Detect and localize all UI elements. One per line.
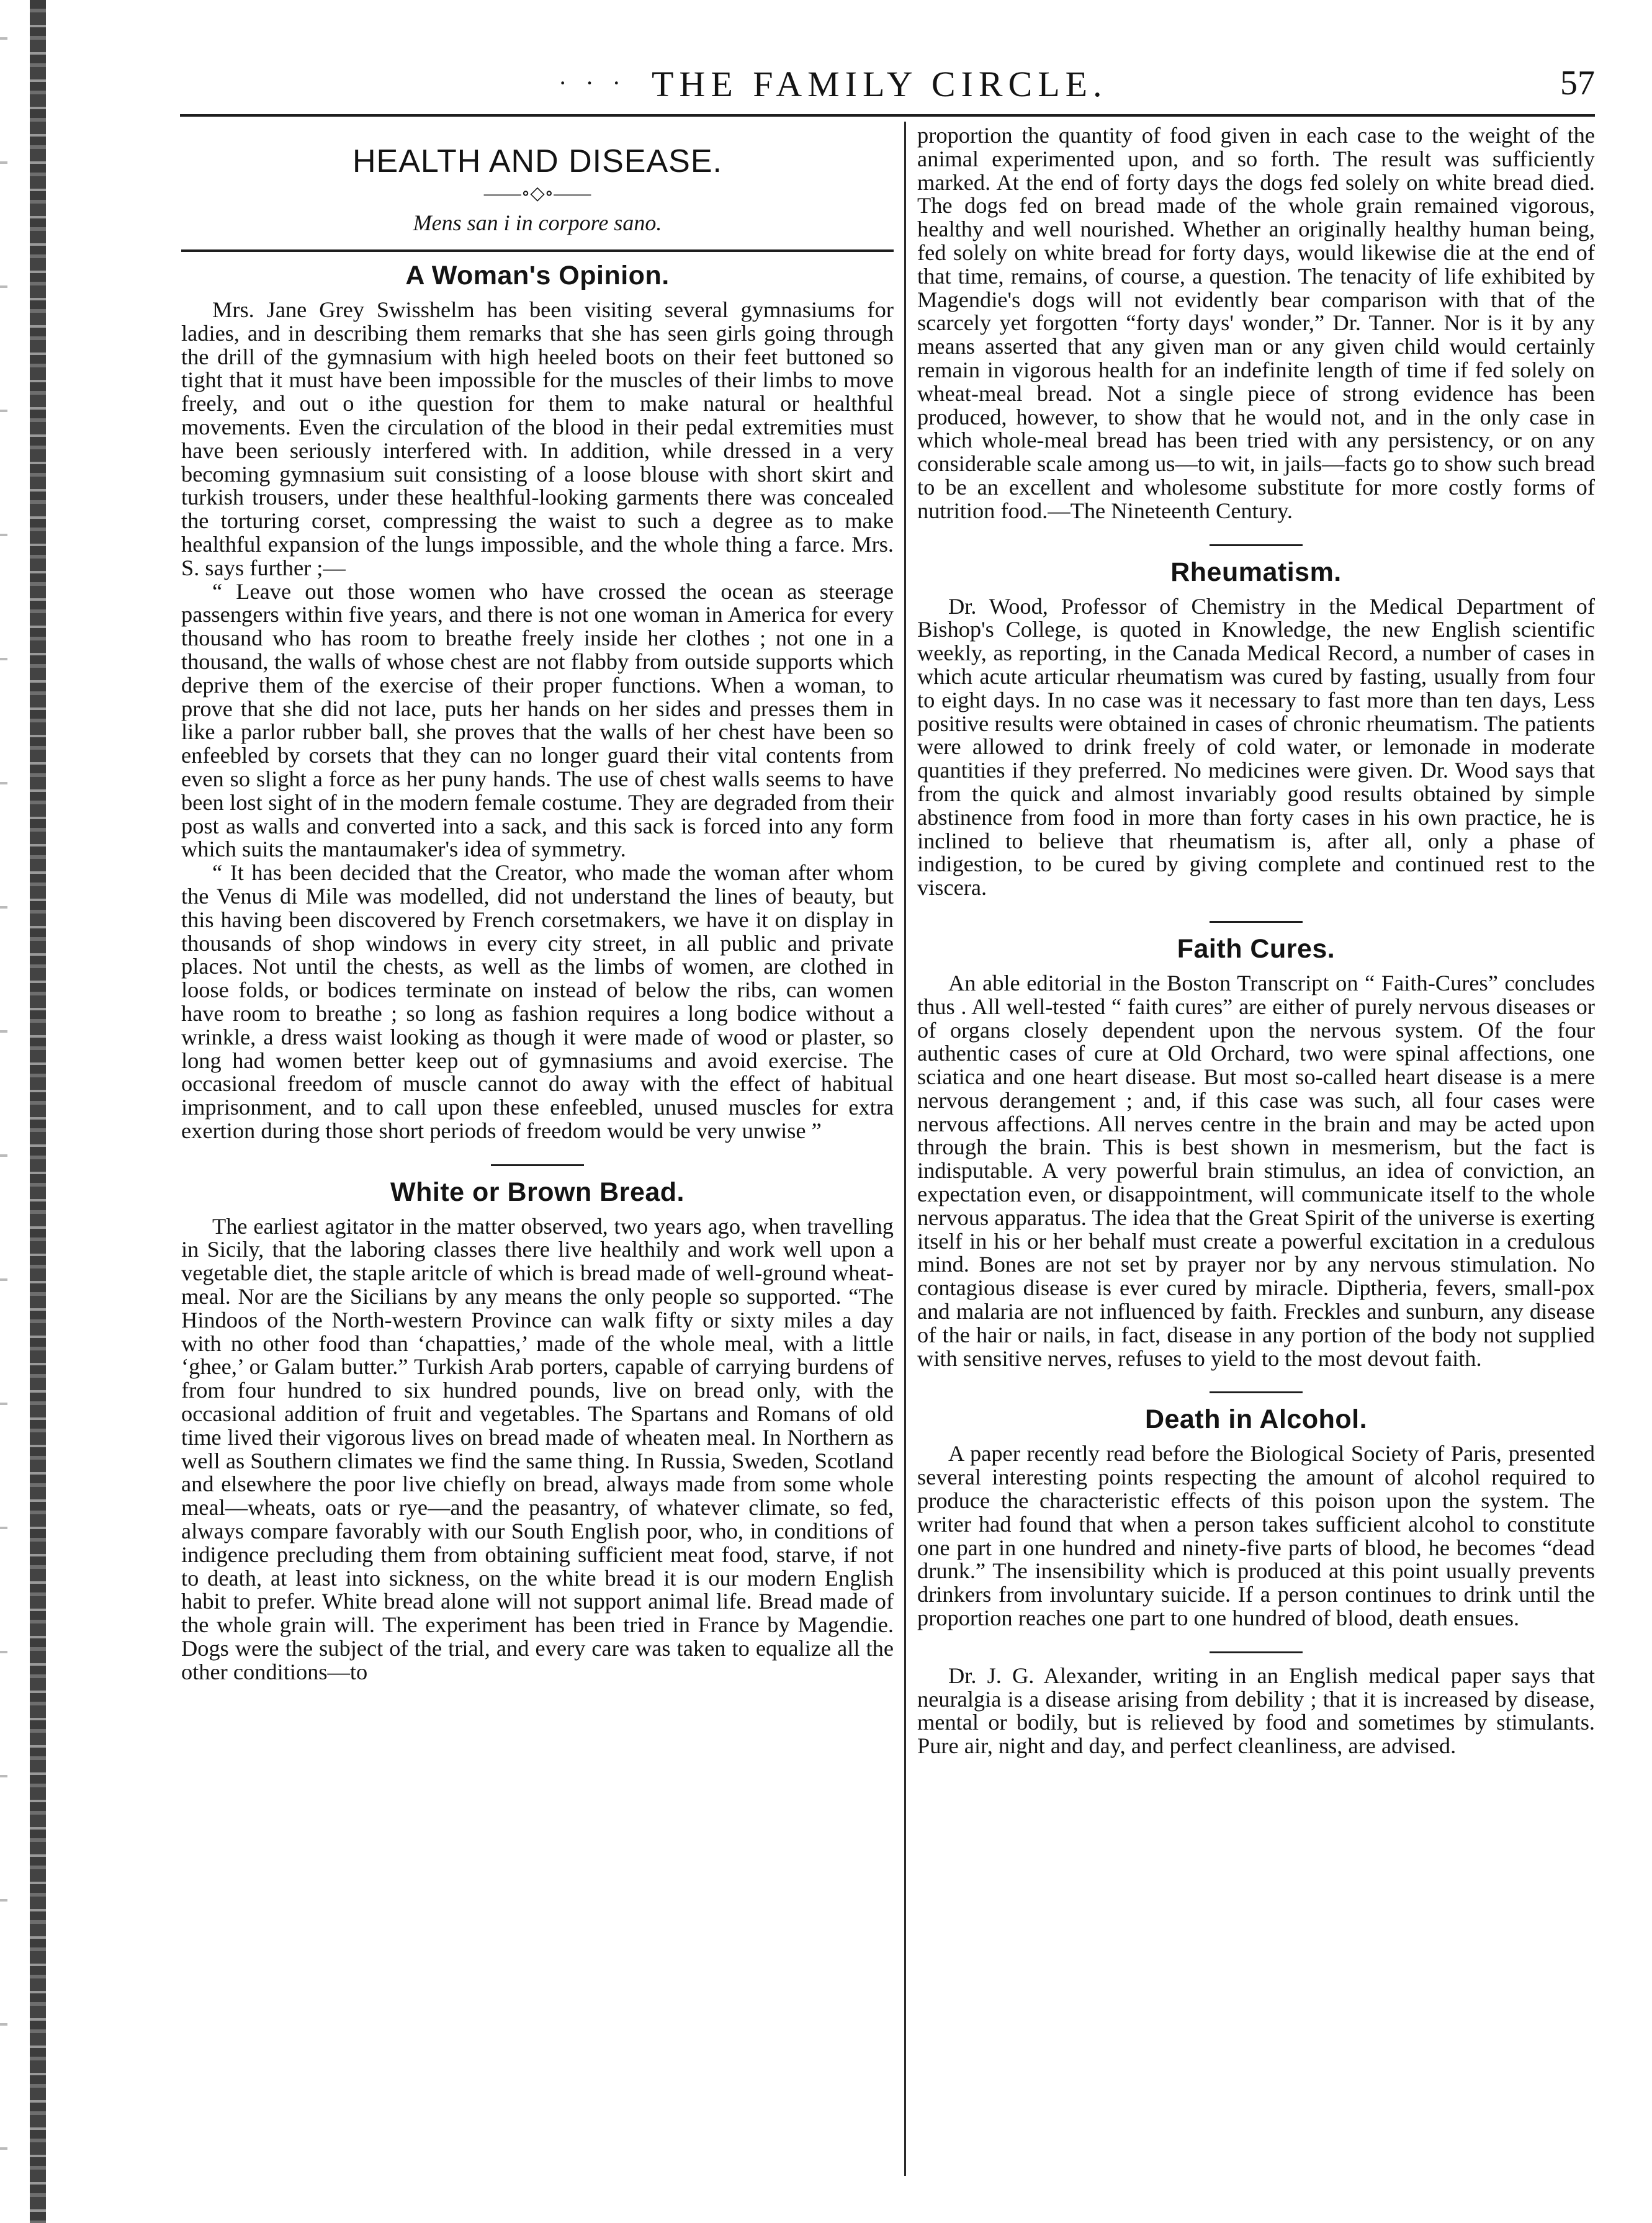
paragraph: Mrs. Jane Grey Swisshelm has been visiting several gymnasiums for ladies, and in describing them remarks that she has seen girls going through the drill of the gymnasium with high heeled boots on their feet buttoned so tight that it must have been impossible for the muscles of their limbs to move freely, and out o ithe question for them to make natural or healthful movements. Even the circulation of the blood in their pedal extremities must have been seriously interfered with. In addition, while dressed in a very becoming gymnasium suit consisting of a loose blouse with short skirt and turkish trousers, under these healthful-looking garments there was concealed the torturing corset, compressing the waist to such a degree as to make healthful expansion of the lungs impossible, and the whole thing a farce. Mrs. S. says further ;— <box>181 297 894 580</box>
section-rule <box>1210 544 1303 546</box>
article-neuralgia <box>917 1664 1595 1758</box>
article-death-in-alcohol <box>917 1404 1595 1630</box>
paragraph: Dr. Wood, Professor of Chemistry in the Medical Department of Bishop's College, is quoted in Knowledge, the new English scientific weekly, as reporting, in the Canada Medical Record, a number of cases in which acute articular rheumatism was cured by fasting, usually from four to eight days. In no case was it necessary to fast more than ten days, Less positive results were obtained in cases of chronic rheumatism. The patients were allowed to drink freely of cold water, or lemonade in moderate quantities if they preferred. No medicines were given. Dr. Wood says that from the quick and almost invariably good results obtained by simple abstinence from food in more than forty cases in his own practice, he is inclined to believe that rheumatism is, after all, only a phase of indigestion, to be cured by giving complete and continued rest to the viscera. <box>917 593 1595 900</box>
paragraph: “ Leave out those women who have crossed the ocean as steerage passengers within five years, and there is not one woman in America for every thousand who has room to breathe freely inside her clothes ; not one in a thousand, the walls of whose chest are not flabby from outside supports which deprive them of the exercise of their proper functions. When a woman, to prove that she did not lace, puts her hands on her sides and presses them in like a parlor rubber ball, she proves that the walls of her chest have been so enfeebled by corsets that they can no longer guard their vital contents from even so slight a force as her puny hands. The use of chest walls seems to have been lost sight of in the modern female costume. They are degraded from their post as walls and converted into a sack, and this sack is forced into any form which suits the mantaumaker's idea of symmetry. <box>181 578 894 862</box>
article-rheumatism <box>917 557 1595 900</box>
paragraph: Dr. J. G. Alexander, writing in an English medical paper says that neuralgia is a disease arising from debility ; that it is increased by disease, mental or bodily, but is relieved by food and sometimes by stimulants. Pure air, night and day, and perfect cleanliness, are advised. <box>917 1663 1595 1759</box>
page-number: 57 <box>1560 64 1595 102</box>
department-title: HEALTH AND DISEASE. <box>352 143 722 179</box>
left-column <box>181 124 894 1684</box>
article-faith-cures <box>917 934 1595 1371</box>
running-head <box>180 57 1595 107</box>
right-column <box>917 124 1595 1758</box>
department-ornament: ——∘◇∘—— <box>483 183 591 204</box>
section-rule <box>1210 921 1303 923</box>
department-rule <box>181 249 894 252</box>
section-rule <box>1210 1651 1303 1653</box>
article-title: White or Brown Bread. <box>390 1177 685 1207</box>
paragraph: The earliest agitator in the matter observed, two years ago, when travelling in Sicily, that the laboring classes there live healthily and work well upon a vegetable diet, the staple aritcle of which is bread made of well-ground wheat-meal. Nor are the Sicilians by any means the only people so supported. “The Hindoos of the North-western Province can walk fifty or sixty miles a day with no other food than ‘chapatties,’ made of the whole meal, with a little ‘ghee,’ or Galam butter.” Turkish Arab porters, capable of carrying burdens of from four hundred to six hundred pounds, live on bread only, with the occasional addition of fruit and vegetables. The Spartans and Romans of old time lived their vigorous lives on bread made of wheaten meal. In Northern as well as Southern climates we find the same thing. In Russia, Sweden, Scotland and elsewhere the poor live chiefly on bread, always made from some whole meal—wheats, oats or rye—and the peasantry, of whatever climate, so fed, always compare favorably with our South English poor, who, in conditions of indigence precluding them from obtaining sufficient meat food, starve, if not to death, at least into sickness, on the white bread it is our modern English habit to prefer. White bread alone will not support animal life. Bread made of the whole grain will. The experiment has been tried in France by Magendie. Dogs were the subject of the trial, and every care was taken to equalize all the other conditions—to <box>181 1213 894 1684</box>
paragraph-continued: proportion the quantity of food given in each case to the weight of the animal experimented upon, and so forth. The result was sufficiently marked. At the end of forty days the dogs fed solely on white bread died. The dogs fed on bread made of the whole grain remained vigorous, healthy and well nourished. Whether an originally healthy human being, fed solely on white bread for forty days, would likewise die at the end of that time, remains, of course, a question. The tenacity of life exhibited by Magendie's dogs will not evidently bear comparison with that of the scarcely yet forgotten “forty days' wonder,” Dr. Tanner. Nor is it by any means asserted that any given man or any given child would certainly remain in vigorous health for an indefinite length of time if fed solely on wheat-meal bread. Not a single piece of strong evidence has been produced, however, to show that he would not, and in the only case in which whole-meal bread has been tried with any persistency, or on any considerable scale among us—to wit, in jails—facts go to show such bread to be an excellent and wholesome substitute for more costly forms of nutrition food.—The Nineteenth Century. <box>917 123 1595 523</box>
header-rule <box>180 114 1595 117</box>
article-title: Faith Cures. <box>1177 933 1336 964</box>
page-binding-edge <box>0 0 7 2223</box>
column-divider <box>904 122 906 2176</box>
section-rule <box>1210 1391 1303 1393</box>
article-white-or-brown-bread <box>181 1177 894 1684</box>
paragraph: An able editorial in the Boston Transcript on “ Faith-Cures” concludes thus . All well-tested “ faith cures” are either of purely nervous diseases or of organs closely dependent upon the nervous system. Of the four authentic cases of cure at Old Orchard, two were spinal affections, one sciatica and one heart disease. But most so-called heart disease is a mere nervous derangement ; and, if this case was such, all four cases were nervous affections. All nerves centre in the brain and may be acted upon through the brain. This is best shown in mesmerism, but the fact is indisputable. A very powerful brain stimulus, an idea of conviction, an expectation even, or disappointment, will communicate itself to the whole nervous apparatus. The idea that the Great Spirit of the universe is exerting itself in his or her behalf must create a powerful excitation in a credulous mind. Bones are not set by prayer nor by any nervous stimulation. No contagious disease is ever cured by miracle. Diptheria, fevers, small-pox and malaria are not influenced by faith. Freckles and sunburn, any disease of the hair or nails, in fact, disease in any portion of the body not supplied with sensitive nerves, refuses to yield to the most devout faith. <box>917 970 1595 1371</box>
paragraph: “ It has been decided that the Creator, who made the woman after whom the Venus di Mile was modelled, did not understand the lines of beauty, but this having been discovered by French corsetmakers, we have it on display in thousands of shop windows in every city street, in all public and private places. Not until the chests, as well as the limbs of women, are clothed in loose folds, or bodices terminate on instead of below the ribs, can women have room to breathe ; so long as fashion requires a long bodice without a wrinkle, a dress waist looking as though it were made of wood or plaster, so long had women better keep out of gymnasiums and avoid exercise. The occasional freedom of muscle cannot do away with the effect of habitual imprisonment, and to call upon these enfeebled, unused muscles for extra exertion during those short periods of freedom would be very unwise ” <box>181 860 894 1143</box>
running-title: THE FAMILY CIRCLE. <box>652 64 1108 104</box>
article-womans-opinion <box>181 261 894 1143</box>
paragraph: A paper recently read before the Biological Society of Paris, presented several interesting points respecting the amount of alcohol required to produce the characteristic effects of this poison upon the system. The writer had found that when a person takes sufficient alcohol to constitute one part in one hundred and ninety-five parts of blood, he becomes “dead drunk.” The insensibility which is produced at this point usually prevents drinkers from involuntary suicide. If a person continues to drink until the proportion reaches one part to one hundred of blood, death ensues. <box>917 1441 1595 1631</box>
department-motto: Mens san i in corpore sano. <box>413 210 662 235</box>
page-binding-shadow <box>30 0 46 2223</box>
head-dots: · · · <box>559 69 627 97</box>
section-rule <box>491 1164 584 1166</box>
article-title: Rheumatism. <box>1170 557 1342 587</box>
article-title: A Woman's Opinion. <box>405 261 670 290</box>
article-title: Death in Alcohol. <box>1144 1404 1368 1435</box>
